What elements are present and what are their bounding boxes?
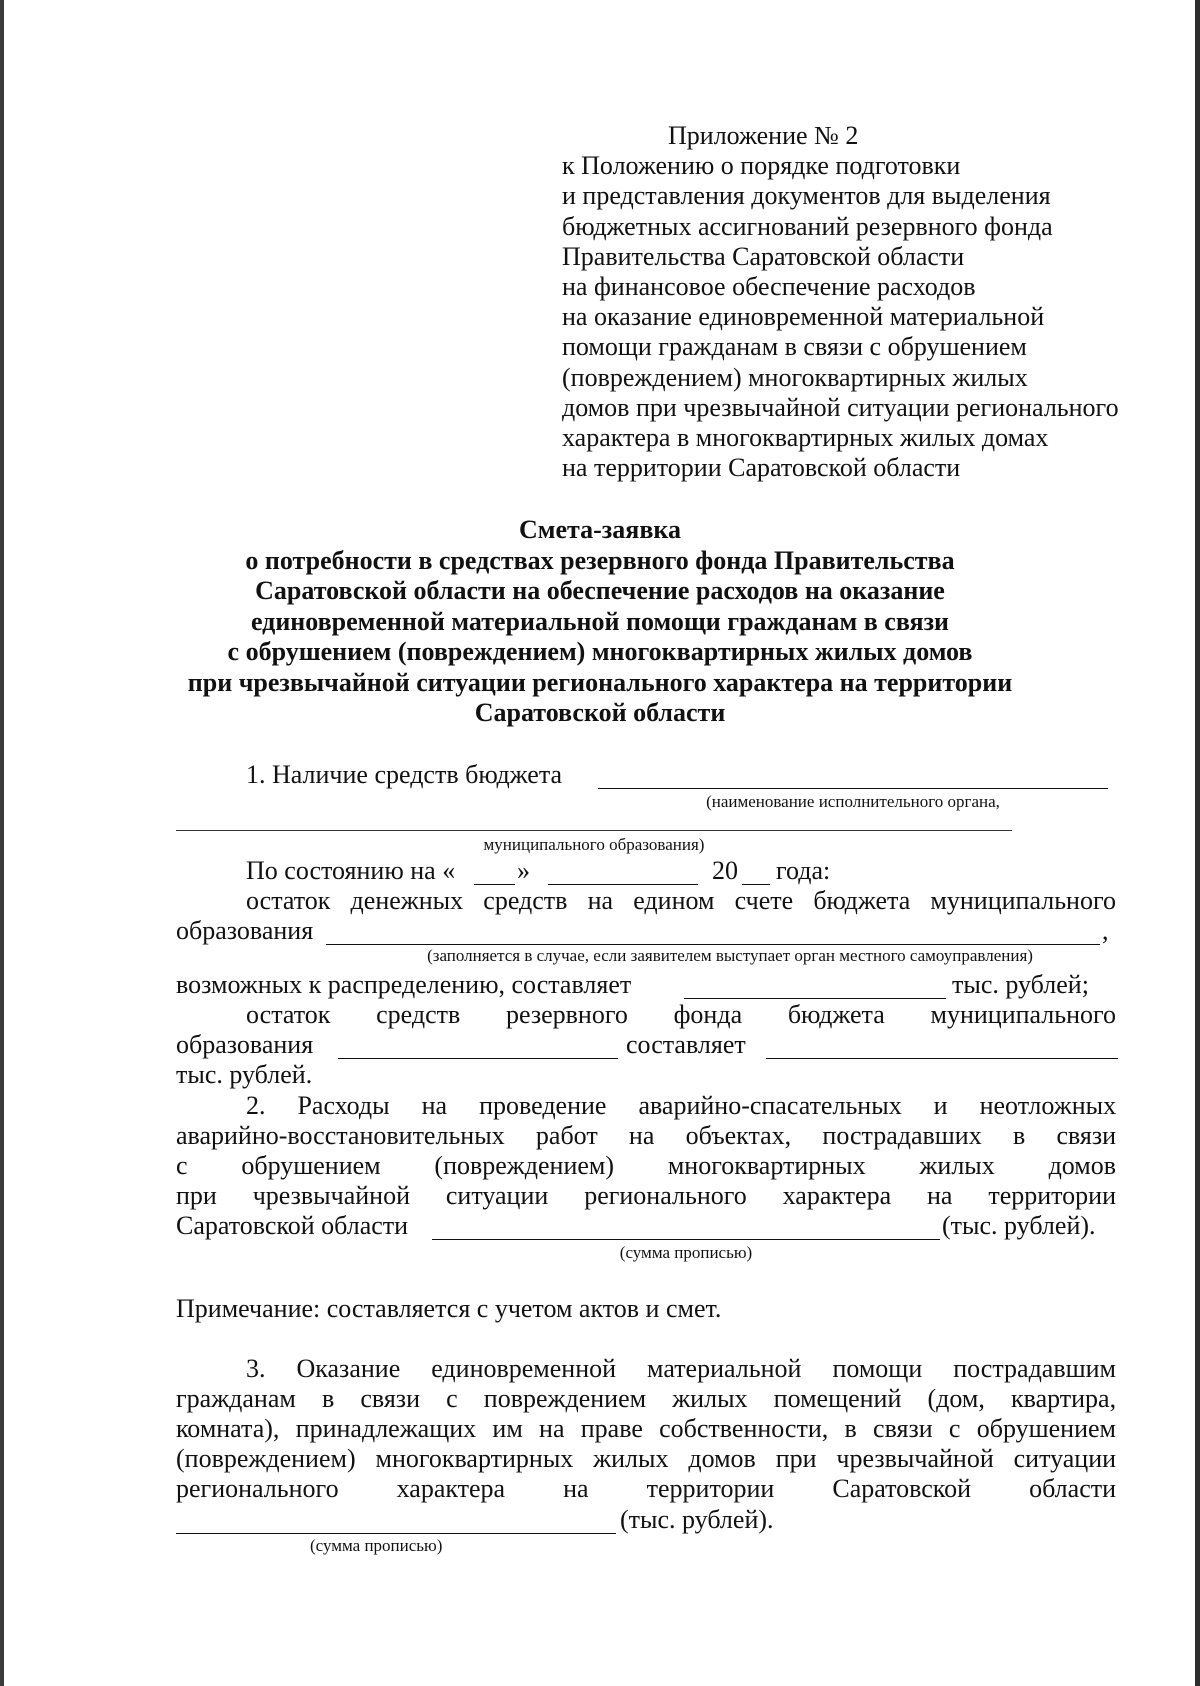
section2-hint: (сумма прописью) bbox=[619, 1243, 753, 1262]
reserve-amount-field[interactable] bbox=[766, 1058, 1118, 1059]
reserve-municipality-label: образования bbox=[176, 1030, 314, 1059]
balance-line-1: остаток денежных средств на едином счете бюджета муниципального bbox=[246, 886, 1116, 915]
date-year-field[interactable] bbox=[742, 884, 770, 885]
appendix-line: помощи гражданам в связи с обрушением bbox=[562, 332, 1027, 362]
appendix-line: к Положению о порядке подготовки bbox=[562, 151, 961, 181]
appendix-line: (повреждением) многоквартирных жилых bbox=[562, 362, 1028, 392]
available-unit: тыс. рублей; bbox=[952, 970, 1089, 999]
section2-line-2: аварийно-восстановительных работ на объектах, пострадавших в связи bbox=[176, 1121, 1117, 1150]
appendix-line: характера в многоквартирных жилых домах bbox=[562, 423, 1049, 453]
appendix-line: на финансовое обеспечение расходов bbox=[562, 272, 976, 302]
date-month-field[interactable] bbox=[548, 884, 698, 885]
available-amount-field[interactable] bbox=[684, 998, 946, 999]
section2-line-4: при чрезвычайной ситуации регионального характера на территории bbox=[176, 1181, 1116, 1210]
section2-unit: (тыс. рублей). bbox=[942, 1211, 1096, 1240]
section2-region-label: Саратовской области bbox=[176, 1211, 409, 1240]
budget-name-hint: (наименование исполнительного органа, bbox=[706, 792, 1000, 811]
available-label: возможных к распределению, составляет bbox=[176, 970, 632, 999]
reserve-line-1: остаток средств резервного фонда бюджета муниципального bbox=[246, 1000, 1117, 1029]
appendix-title: Приложение № 2 bbox=[668, 121, 859, 150]
heading-title: Смета-заявка bbox=[519, 515, 681, 544]
section2-amount-field[interactable] bbox=[432, 1239, 940, 1240]
balance-hint: (заполняется в случае, если заявителем выступает орган местного самоуправления) bbox=[427, 946, 1033, 965]
date-day-field[interactable] bbox=[474, 884, 515, 885]
heading-line: Саратовской области на обеспечение расходов на оказание bbox=[255, 576, 945, 605]
section3-amount-field[interactable] bbox=[176, 1533, 616, 1534]
date-year-prefix: 20 bbox=[712, 856, 738, 885]
document-heading bbox=[150, 515, 1050, 729]
heading-line: с обрушением (повреждением) многоквартирных жилых домов bbox=[227, 637, 973, 666]
reserve-amount-label: составляет bbox=[626, 1030, 746, 1059]
section3-line-2: гражданам в связи с повреждением жилых помещений (дом, квартира, bbox=[176, 1384, 1117, 1413]
balance-municipality-field[interactable] bbox=[326, 944, 1100, 945]
municipality-field[interactable] bbox=[176, 830, 1012, 831]
heading-line: единовременной материальной помощи гражданам в связи bbox=[250, 606, 950, 636]
appendix-line: на территории Саратовской области bbox=[562, 453, 961, 483]
section3-line-1: 3. Оказание единовременной материальной помощи пострадавшим bbox=[246, 1354, 1117, 1383]
date-prefix: По состоянию на « bbox=[246, 856, 456, 885]
heading-line: о потребности в средствах резервного фонда Правительства bbox=[245, 545, 955, 575]
section3-line-5: регионального характера на территории Саратовской области bbox=[176, 1474, 1117, 1503]
appendix-line: Правительства Саратовской области bbox=[562, 241, 965, 271]
section3-unit: (тыс. рублей). bbox=[620, 1505, 774, 1534]
municipality-hint: муниципального образования) bbox=[483, 835, 705, 854]
appendix-line: на оказание единовременной материальной bbox=[562, 302, 1045, 332]
budget-name-field[interactable] bbox=[598, 788, 1108, 789]
heading-line: Саратовской области bbox=[474, 698, 726, 727]
note-text: Примечание: составляется с учетом актов и смет. bbox=[176, 1294, 722, 1323]
heading-line: при чрезвычайной ситуации регионального характера на территории bbox=[187, 667, 1013, 697]
section3-line-3: комната), принадлежащих им на праве собственности, в связи с обрушением bbox=[176, 1414, 1116, 1443]
scan-edge-right bbox=[1195, 0, 1200, 1686]
section1-label: 1. Наличие средств бюджета bbox=[246, 760, 563, 789]
section3-line-4: (повреждением) многоквартирных жилых домов при чрезвычайной ситуации bbox=[176, 1444, 1117, 1473]
scan-edge-left bbox=[0, 0, 4, 1686]
balance-comma: , bbox=[1102, 916, 1109, 945]
appendix-block bbox=[562, 121, 1162, 483]
section2-line-3: с обрушением (повреждением) многоквартирных жилых домов bbox=[176, 1151, 1117, 1180]
appendix-line: и представления документов для выделения bbox=[562, 181, 1051, 211]
date-suffix: года: bbox=[776, 856, 831, 885]
date-quote-close: » bbox=[517, 856, 530, 885]
section3-hint: (сумма прописью) bbox=[310, 1536, 443, 1555]
section2-line-1: 2. Расходы на проведение аварийно-спасательных и неотложных bbox=[246, 1091, 1117, 1120]
reserve-unit: тыс. рублей. bbox=[176, 1060, 313, 1089]
balance-municipality-label: образования bbox=[176, 916, 314, 945]
reserve-municipality-field[interactable] bbox=[338, 1058, 618, 1059]
appendix-line: бюджетных ассигнований резервного фонда bbox=[562, 211, 1053, 241]
appendix-line: домов при чрезвычайной ситуации регионального bbox=[562, 392, 1119, 422]
